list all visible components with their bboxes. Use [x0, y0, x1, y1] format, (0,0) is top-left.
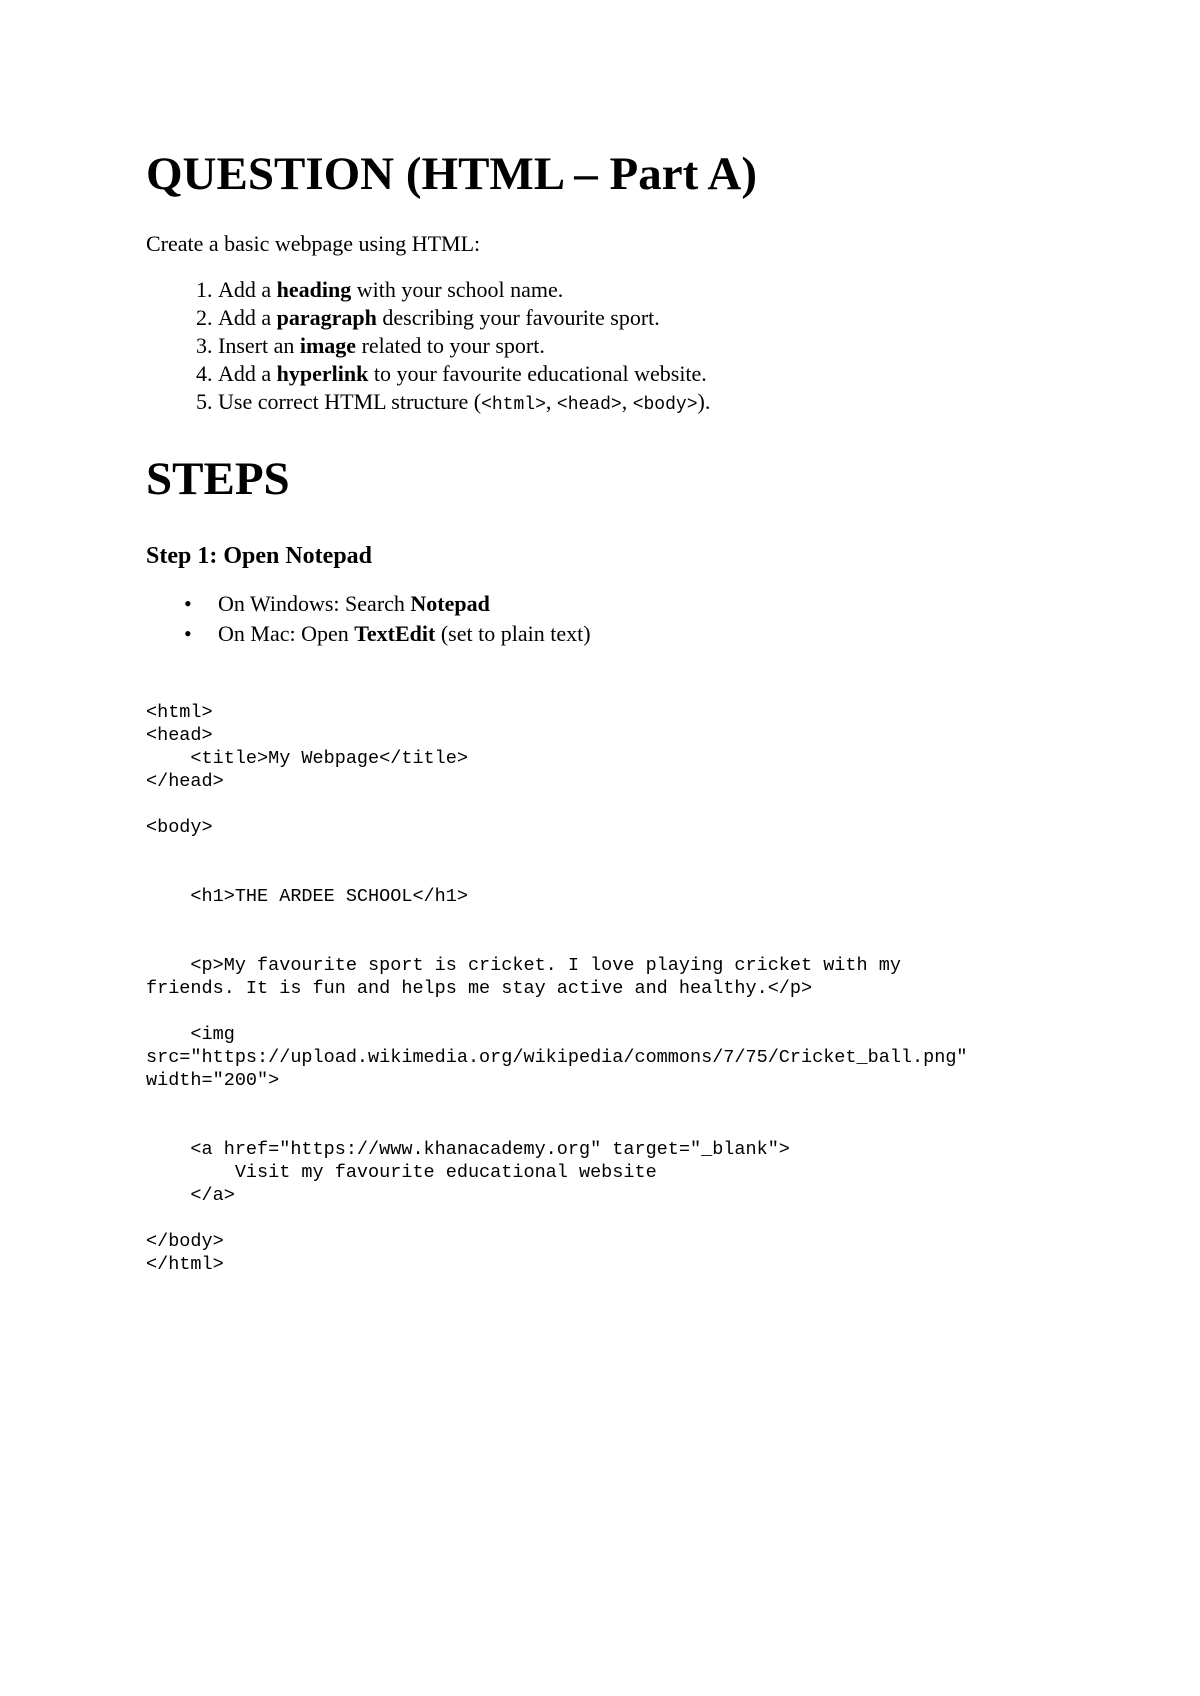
- code-line: </head>: [146, 771, 224, 792]
- task-item: 3. Insert an image related to your sport.: [218, 332, 1106, 360]
- code-line: <p>My favourite sport is cricket. I love playing cricket with my: [146, 955, 901, 976]
- code-line: src="https://upload.wikimedia.org/wikipedia/commons/7/75/Cricket_ball.png": [146, 1047, 968, 1068]
- step-1-bullets: [146, 589, 1106, 649]
- code-line: <title>My Webpage</title>: [146, 748, 468, 769]
- step-1-title: Step 1: Open Notepad: [146, 543, 373, 569]
- task-list: [146, 276, 1106, 419]
- intro-text: Create a basic webpage using HTML:: [146, 231, 481, 256]
- task-item: 5. Use correct HTML structure (<html>, <head>, <body>).: [218, 388, 1106, 419]
- code-line: Visit my favourite educational website: [146, 1162, 657, 1183]
- steps-heading: STEPS: [146, 453, 290, 505]
- code-line: width="200">: [146, 1070, 280, 1091]
- code-line: </html>: [146, 1254, 224, 1275]
- bullet-icon: •: [184, 591, 192, 616]
- code-line: </a>: [146, 1185, 235, 1206]
- code-line: <head>: [146, 725, 213, 746]
- page-title: QUESTION (HTML – Part A): [146, 148, 758, 200]
- code-line: <img: [146, 1024, 235, 1045]
- code-line: <h1>THE ARDEE SCHOOL</h1>: [146, 886, 468, 907]
- code-line: <a href="https://www.khanacademy.org" target="_blank">: [146, 1139, 790, 1160]
- code-line: </body>: [146, 1231, 224, 1252]
- document-page: [146, 138, 1106, 1276]
- task-item: 1. Add a heading with your school name.: [218, 276, 1106, 304]
- bullet-item: • On Mac: Open TextEdit (set to plain text): [218, 619, 1106, 649]
- task-item: 2. Add a paragraph describing your favourite sport.: [218, 304, 1106, 332]
- code-block: [146, 701, 1106, 1276]
- code-line: <html>: [146, 702, 213, 723]
- bullet-icon: •: [184, 621, 192, 646]
- code-line: friends. It is fun and helps me stay active and healthy.</p>: [146, 978, 813, 999]
- task-item: 4. Add a hyperlink to your favourite educational website.: [218, 360, 1106, 388]
- bullet-item: • On Windows: Search Notepad: [218, 589, 1106, 619]
- code-line: <body>: [146, 817, 213, 838]
